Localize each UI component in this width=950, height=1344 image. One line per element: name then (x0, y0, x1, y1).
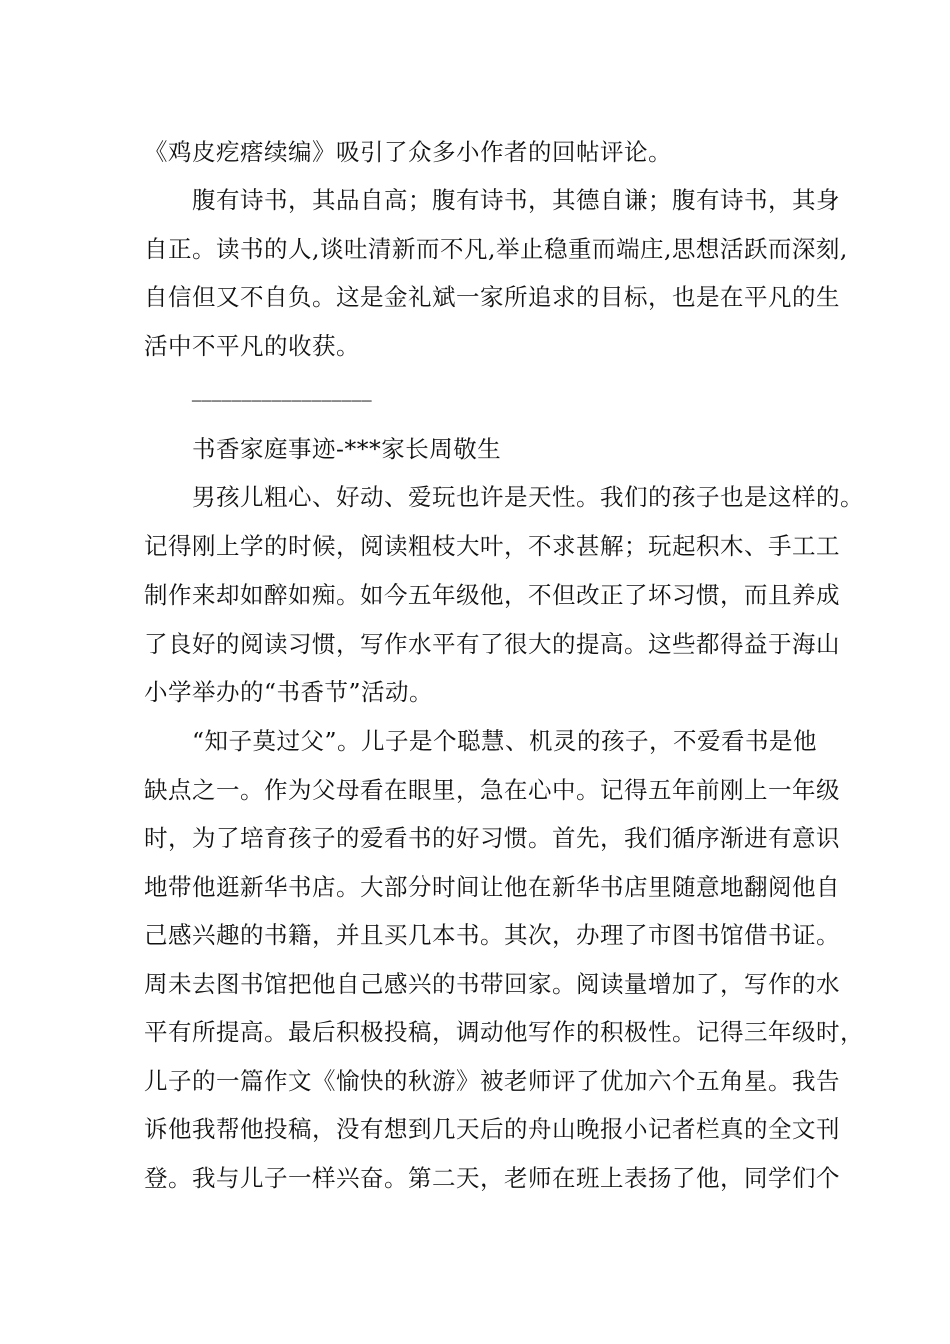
text-line: 记得刚上学的时候，阅读粗枝大叶，不求甚解；玩起积木、手工工 (144, 532, 840, 560)
text-line: 制作来却如醉如痴。如今五年级他，不但改正了坏习惯，而且养成 (144, 581, 840, 609)
text-line: 《鸡皮疙瘩续编》吸引了众多小作者的回帖评论。 (144, 138, 672, 166)
section-heading: 书香家庭事迹-***家长周敬生 (192, 435, 502, 463)
text-line: 诉他我帮他投稿，没有想到几天后的舟山晚报小记者栏真的全文刊 (144, 1115, 840, 1143)
text-line: 缺点之一。作为父母看在眼里，急在心中。记得五年前刚上一年级 (144, 776, 840, 804)
text-line: 登。我与儿子一样兴奋。第二天，老师在班上表扬了他，同学们个 (144, 1164, 840, 1192)
text-line: 小学举办的“书香节”活动。 (144, 678, 434, 706)
text-line: 己感兴趣的书籍，并且买几本书。其次，办理了市图书馆借书证。 (144, 921, 840, 949)
text-line: 时，为了培育孩子的爱看书的好习惯。首先，我们循序渐进有意识 (144, 824, 840, 852)
text-line: 活中不平凡的收获。 (144, 332, 360, 360)
text-line: 自信但又不自负。这是金礼斌一家所追求的目标，也是在平凡的生 (144, 283, 840, 311)
section-divider: __________________ (192, 383, 372, 404)
paragraph-first-line: 男孩儿粗心、好动、爱玩也许是天性。我们的孩子也是这样的。 (192, 483, 864, 511)
paragraph-first-line: “知子莫过父”。儿子是个聪慧、机灵的孩子，不爱看书是他 (192, 727, 818, 755)
text-line: 儿子的一篇作文《愉快的秋游》被老师评了优加六个五角星。我告 (144, 1067, 840, 1095)
paragraph-first-line: 腹有诗书，其品自高；腹有诗书，其德自谦；腹有诗书，其身 (192, 186, 840, 214)
text-line: 平有所提高。最后积极投稿，调动他写作的积极性。记得三年级时， (144, 1018, 864, 1046)
text-line: 了良好的阅读习惯，写作水平有了很大的提高。这些都得益于海山 (144, 630, 840, 658)
text-line: 自正。读书的人,谈吐清新而不凡,举止稳重而端庄,思想活跃而深刻, (144, 235, 848, 263)
text-line: 周未去图书馆把他自己感兴的书带回家。阅读量增加了，写作的水 (144, 970, 840, 998)
text-line: 地带他逛新华书店。大部分时间让他在新华书店里随意地翻阅他自 (144, 873, 840, 901)
